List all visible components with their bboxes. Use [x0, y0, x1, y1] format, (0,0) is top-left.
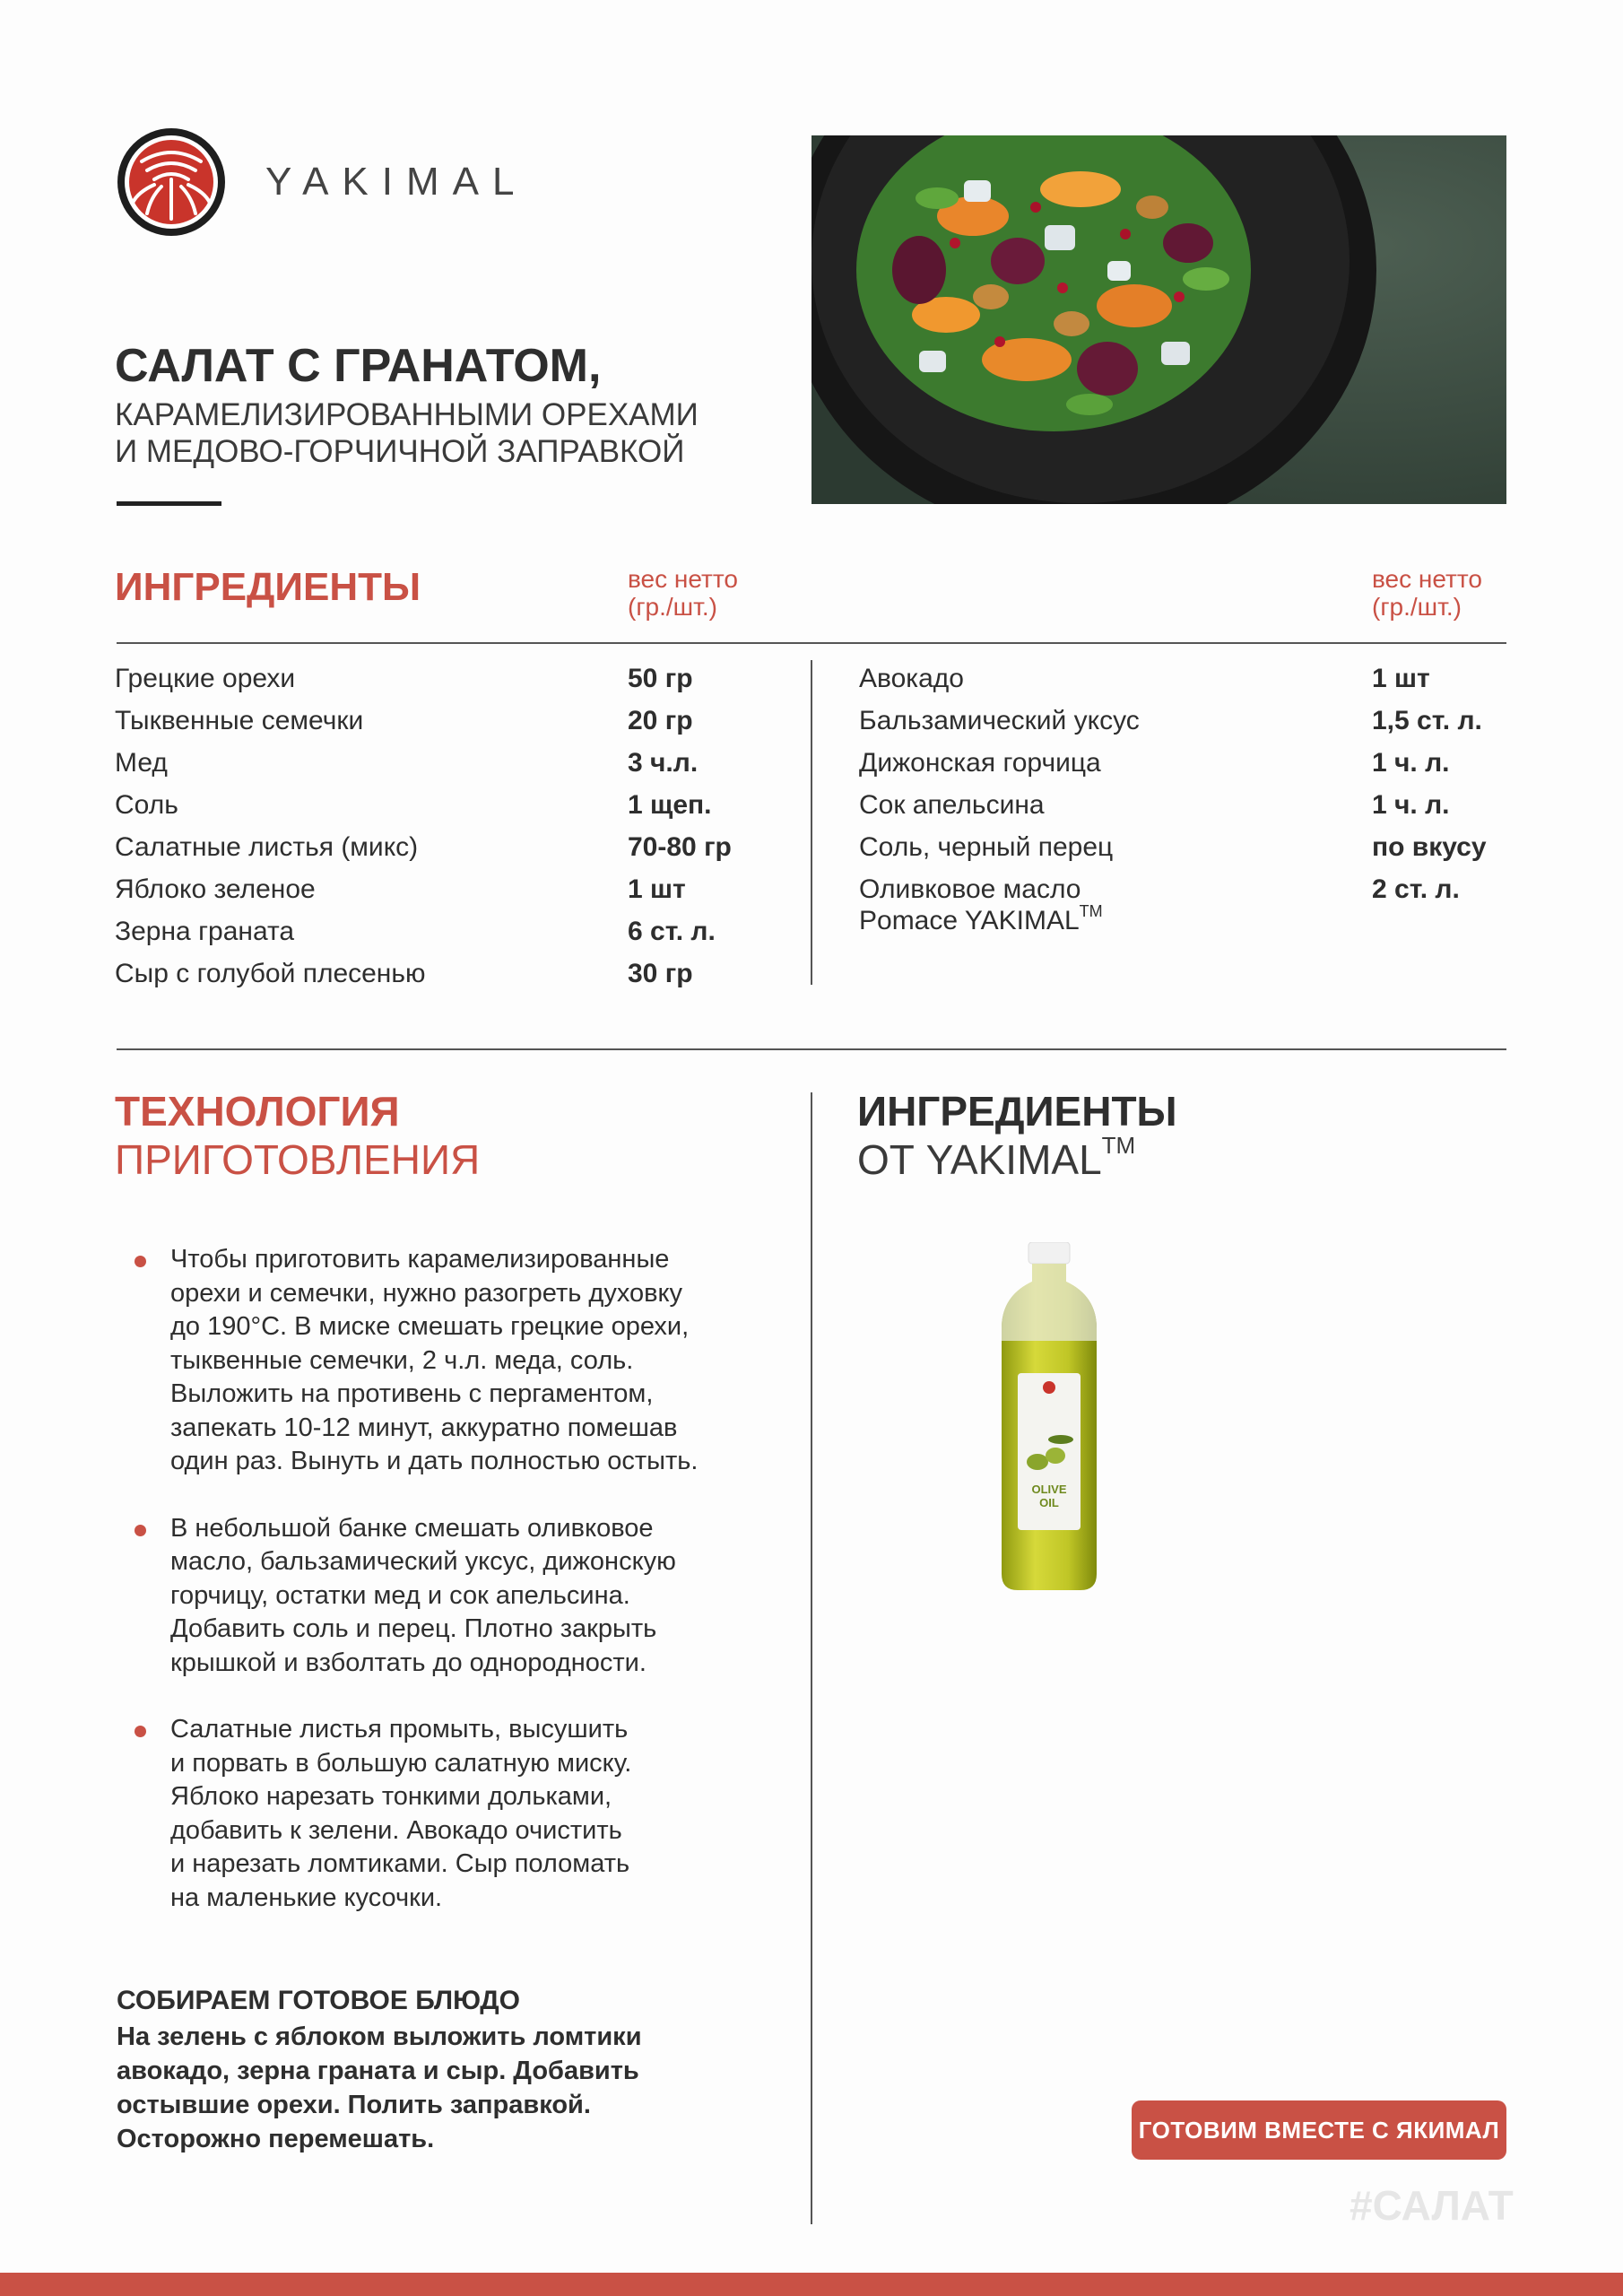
olive-oil-bottle-image	[973, 1242, 1125, 1592]
ingredient-amount: 1 ч. л.	[1372, 748, 1450, 778]
technology-subheading: ПРИГОТОВЛЕНИЯ	[115, 1136, 481, 1183]
hashtag: #САЛАТ	[1350, 2182, 1514, 2229]
step-line: Выложить на противень с пергаментом,	[170, 1379, 654, 1408]
bottle-label-text: OLIVE	[1031, 1483, 1067, 1496]
column-divider	[811, 660, 812, 985]
step-line: крышкой и взболтать до однородности.	[170, 1648, 647, 1677]
ingredient-name: Соль, черный перец	[859, 832, 1114, 862]
final-step-text	[117, 2020, 726, 2156]
ingredient-name: Салатные листья (микс)	[115, 832, 419, 862]
ingredient-name: Дижонская горчица	[859, 748, 1101, 778]
ingredients-heading: ИНГРЕДИЕНТЫ	[115, 565, 421, 609]
final-line: авокадо, зерна граната и сыр. Добавить	[117, 2057, 639, 2085]
step-line: Салатные листья промыть, высушить	[170, 1715, 629, 1744]
yakimal-ingredients-subheading	[857, 1132, 1136, 1184]
salad-photo	[812, 135, 1506, 504]
final-line: На зелень с яблоком выложить ломтики	[117, 2022, 642, 2051]
weight-column-header	[628, 565, 807, 621]
ingredient-amount: 1 шт	[628, 874, 686, 904]
section-divider	[117, 1048, 1506, 1050]
ingredient-name: Оливковое масло	[859, 874, 1081, 904]
final-line: Осторожно перемешать.	[117, 2125, 435, 2153]
ingredient-amount: 30 гр	[628, 959, 693, 988]
footer-bar	[0, 2273, 1623, 2296]
ingredient-name: Тыквенные семечки	[115, 706, 364, 735]
cook-together-button[interactable]: ГОТОВИМ ВМЕСТЕ С ЯКИМАЛ	[1132, 2100, 1506, 2160]
weight-column-header	[1372, 565, 1551, 621]
ingredient-amount: 2 ст. л.	[1372, 874, 1460, 904]
step-line: и нарезать ломтиками. Сыр поломать	[170, 1849, 630, 1878]
brand-name: YAKIMAL	[265, 160, 528, 204]
step-line: добавить к зелени. Авокадо очистить	[170, 1815, 622, 1845]
ingredient-name: Сок апельсина	[859, 790, 1045, 820]
ingredient-amount: 50 гр	[628, 664, 693, 693]
ingredient-amount: по вкусу	[1372, 832, 1487, 862]
ingredient-name: Мед	[115, 748, 168, 778]
step-line: до 190°С. В миске смешать грецкие орехи,	[170, 1312, 690, 1341]
subheading-text: ОТ YAKIMAL	[857, 1136, 1102, 1183]
title-divider	[117, 501, 221, 506]
preparation-steps	[135, 1243, 762, 1948]
ingredient-amount: 20 гр	[628, 706, 693, 735]
step-line: орехи и семечки, нужно разогреть духовку	[170, 1278, 683, 1308]
ingredient-name: Соль	[115, 790, 178, 820]
ingredient-name-line2	[859, 902, 1103, 936]
weight-unit: (гр./шт.)	[628, 593, 717, 621]
ingredient-name: Яблоко зеленое	[115, 874, 316, 904]
bullet-icon	[135, 1525, 146, 1536]
step-line: тыквенные семечки, 2 ч.л. меда, соль.	[170, 1345, 634, 1375]
weight-label: вес нетто	[628, 565, 738, 593]
step-line: на маленькие кусочки.	[170, 1883, 443, 1912]
recipe-title: САЛАТ С ГРАНАТОМ,	[115, 340, 602, 392]
step-item	[135, 1713, 762, 1915]
ingredient-amount: 1 шт	[1372, 664, 1430, 693]
subtitle-line: И МЕДОВО-ГОРЧИЧНОЙ ЗАПРАВКОЙ	[115, 434, 685, 469]
step-line: горчицу, остатки мед и сок апельсина.	[170, 1580, 630, 1610]
step-line: Яблоко нарезать тонкими дольками,	[170, 1782, 612, 1811]
bottle-label-text: OIL	[1039, 1496, 1059, 1509]
weight-label: вес нетто	[1372, 565, 1482, 593]
ingredients-list-right	[859, 664, 1506, 960]
bullet-icon	[135, 1726, 146, 1737]
ingredient-name-part: Pomace YAKIMAL	[859, 906, 1080, 935]
ingredients-list-left	[115, 664, 796, 1004]
ingredient-name: Сыр с голубой плесенью	[115, 959, 426, 988]
step-item	[135, 1512, 762, 1681]
step-line: В небольшой банке смешать оливковое	[170, 1513, 654, 1543]
ingredient-amount: 6 ст. л.	[628, 917, 716, 946]
ingredients-divider	[117, 642, 1506, 644]
yakimal-ingredients-heading: ИНГРЕДИЕНТЫ	[857, 1088, 1177, 1135]
step-line: один раз. Вынуть и дать полностью остыть.	[170, 1447, 699, 1475]
column-divider	[811, 1092, 812, 2224]
ingredient-name: Зерна граната	[115, 917, 295, 946]
step-item	[135, 1243, 762, 1479]
bullet-icon	[135, 1256, 146, 1267]
step-line: запекать 10-12 минут, аккуратно помешав	[170, 1413, 678, 1442]
step-line: Чтобы приготовить карамелизированные	[170, 1245, 670, 1274]
final-step-title: СОБИРАЕМ ГОТОВОЕ БЛЮДО	[117, 1986, 520, 2015]
final-line: остывшие орехи. Полить заправкой.	[117, 2091, 591, 2119]
step-line: масло, бальзамический уксус, дижонскую	[170, 1547, 676, 1576]
ingredient-amount: 1 щеп.	[628, 790, 712, 820]
step-line: Добавить соль и перец. Плотно закрыть	[170, 1614, 657, 1643]
ingredient-amount: 70-80 гр	[628, 832, 732, 862]
ingredient-amount: 3 ч.л.	[628, 748, 699, 778]
recipe-subtitle	[115, 396, 742, 470]
ingredient-name: Бальзамический уксус	[859, 706, 1140, 735]
yakimal-logo-icon	[115, 126, 228, 239]
technology-heading: ТЕХНОЛОГИЯ	[115, 1088, 400, 1135]
weight-unit: (гр./шт.)	[1372, 593, 1462, 621]
step-line: и порвать в большую салатную миску.	[170, 1748, 632, 1778]
trademark-mark: TM	[1079, 902, 1103, 920]
trademark-mark: TM	[1101, 1132, 1136, 1159]
subtitle-line: КАРАМЕЛИЗИРОВАННЫМИ ОРЕХАМИ	[115, 397, 699, 432]
ingredient-amount: 1 ч. л.	[1372, 790, 1450, 820]
ingredient-name: Авокадо	[859, 664, 964, 693]
ingredient-name: Грецкие орехи	[115, 664, 296, 693]
ingredient-amount: 1,5 ст. л.	[1372, 706, 1482, 735]
